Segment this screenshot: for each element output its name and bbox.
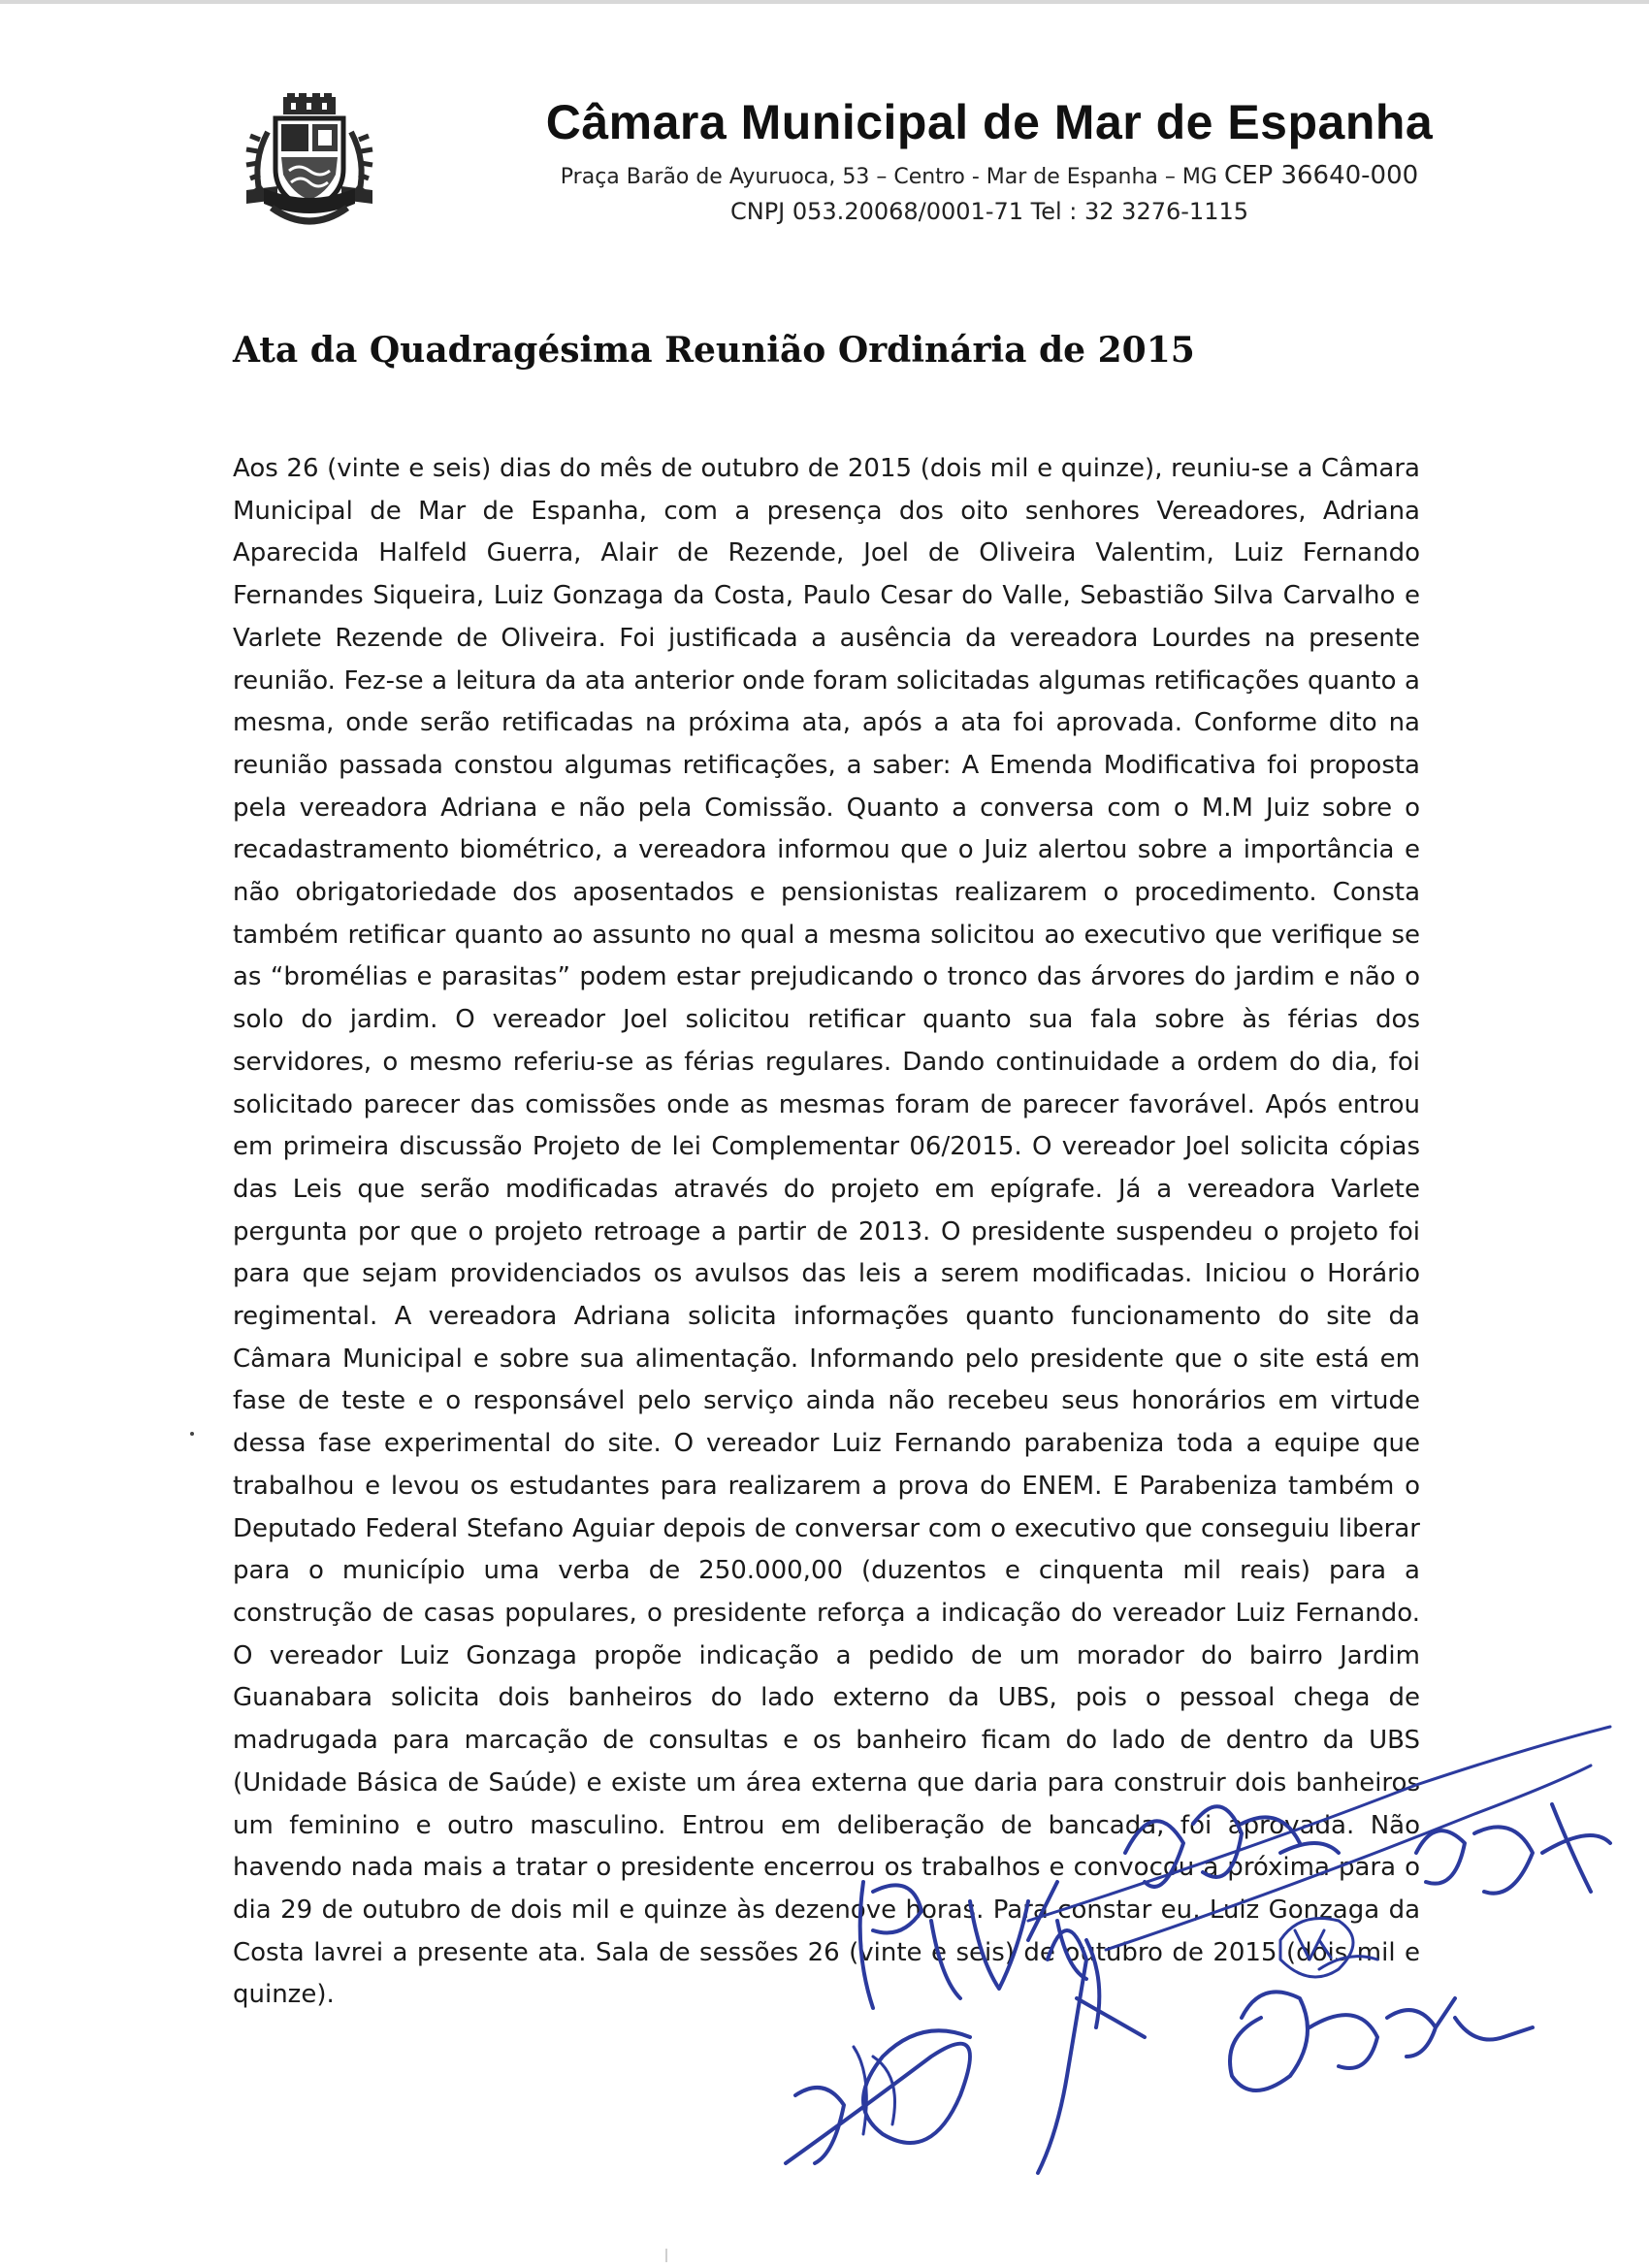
scan-mark xyxy=(665,2249,667,2262)
organization-address xyxy=(407,161,1571,192)
organization-name: Câmara Municipal de Mar de Espanha xyxy=(545,95,1434,149)
municipal-coat-of-arms-icon xyxy=(239,93,380,235)
document-title: Ata da Quadragésima Reunião Ordinária de 2015 xyxy=(233,330,1195,371)
scan-edge xyxy=(0,0,1649,4)
handwritten-signatures xyxy=(737,1707,1630,2212)
minutes-body: Aos 26 (vinte e seis) dias do mês de outubro de 2015 (dois mil e quinze), reuniu-se a Câmara Municipal de Mar de Espanha, com a presença dos oito senhores Vereadores, Adriana Aparecida Halfeld Guerra, Alair de Rezende, Joel de Oliveira Valentim, Luiz Fernando Fernandes Siqueira, Luiz Gonzaga da Costa, Paulo Cesar do Valle, Sebastião Silva Carvalho e Varlete Rezende de Oliveira. Foi justificada a ausência da vereadora Lourdes na presente reunião. Fez-se a leitura da ata anterior onde foram solicitadas algumas retificações quanto a mesma, onde serão retificadas na próxima ata, após a ata foi aprovada. Conforme dito na reunião passada constou algumas retificações, a saber: A Emenda Modificativa foi proposta pela vereadora Adriana e não pela Comissão. Quanto a conversa com o M.M Juiz sobre o recadastramento biométrico, a vereadora informou que o Juiz alertou sobre a importância e não obrigatoriedade dos aposentados e pensionistas realizarem o procedimento. Consta também retificar quanto ao assunto no qual a mesma solicitou ao executivo que verifique se as “bromélias e parasitas” podem estar prejudicando o tronco das árvores do jardim e não o solo do jardim. O vereador Joel solicitou retificar quanto sua fala sobre às férias dos servidores, o mesmo referiu-se as férias regulares. Dando continuidade a ordem do dia, foi solicitado parecer das comissões onde as mesmas foram de parecer favorável. Após entrou em primeira discussão Projeto de lei Complementar 06/2015. O vereador Joel solicita cópias das Leis que serão modificadas através do projeto em epígrafe. Já a vereadora Varlete pergunta por que o projeto retroage a partir de 2013. O presidente suspendeu o projeto foi para que sejam providenciados os avulsos das leis a serem modificadas. Iniciou o Horário regimental. A vereadora Adriana solicita informações quanto funcionamento do site da Câmara Municipal e sobre sua alimentação. Informando pelo presidente que o site está em fase de teste e o responsável pelo serviço ainda não recebeu seus honorários em virtude dessa fase experimental do site. O vereador Luiz Fernando parabeniza toda a equipe que trabalhou e levou os estudantes para realizarem a prova do ENEM. E Parabeniza também o Deputado Federal Stefano Aguiar depois de conversar com o executivo que conseguiu liberar para o município uma verba de 250.000,00 (duzentos e cinquenta mil reais) para a construção de casas populares, o presidente reforça a indicação do vereador Luiz Fernando. O vereador Luiz Gonzaga propõe indicação a pedido de um morador do bairro Jardim Guanabara solicita dois banheiros do lado externo da UBS, pois o pessoal chega de madrugada para marcação de consultas e os banheiro ficam do lado de dentro da UBS (Unidade Básica de Saúde) e existe um área externa que daria para construir dois banheiros um feminino e outro masculino. Entrou em deliberação de bancada, foi aprovada. Não havendo nada mais a tratar o presidente encerrou os trabalhos e convocou a próxima para o dia 29 de outubro de dois mil e quinze às dezenove horas. Para constar eu, Luiz Gonzaga da Costa lavrei a presente ata. Sala de sessões 26 (vinte e seis) de outubro de 2015 (dois mil e quinze). xyxy=(233,454,1420,2010)
organization-contact: CNPJ 053.20068/0001-71 Tel : 32 3276-1115 xyxy=(729,198,1248,225)
scan-speck xyxy=(190,1432,194,1436)
letterhead xyxy=(407,93,1571,227)
address-text: Praça Barão de Ayuruoca, 53 – Centro - Mar de Espanha – MG xyxy=(560,165,1217,189)
postal-code: CEP 36640-000 xyxy=(1223,161,1419,190)
